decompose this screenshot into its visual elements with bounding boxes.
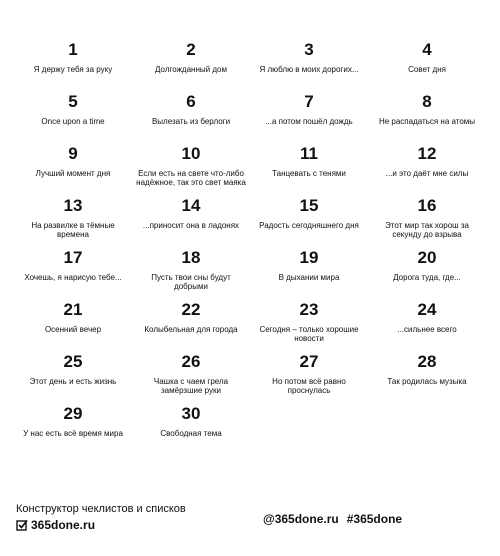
day-prompt: Чашка с чаем грела замёрзшие руки bbox=[153, 377, 229, 395]
day-number: 18 bbox=[181, 248, 201, 267]
day-prompt: Радость сегодняшнего дня bbox=[259, 221, 359, 230]
day-number: 15 bbox=[299, 196, 319, 215]
day-number: 23 bbox=[299, 300, 319, 319]
day-prompt: Этот день и есть жизнь bbox=[29, 377, 117, 386]
day-item bbox=[132, 40, 250, 92]
day-prompt: ...приносит она в ладонях bbox=[142, 221, 240, 230]
day-item bbox=[368, 92, 486, 144]
day-number: 30 bbox=[181, 404, 201, 423]
day-item bbox=[250, 92, 368, 144]
day-number: 9 bbox=[68, 144, 78, 163]
day-item bbox=[132, 352, 250, 404]
day-prompt: ...и это даёт мне силы bbox=[385, 169, 469, 178]
day-item bbox=[368, 40, 486, 92]
day-item bbox=[14, 404, 132, 456]
check-square-icon bbox=[16, 519, 28, 531]
day-prompt: Я держу тебя за руку bbox=[33, 65, 113, 74]
day-item bbox=[368, 248, 486, 300]
day-number: 19 bbox=[299, 248, 319, 267]
day-prompt: Танцевать с тенями bbox=[272, 169, 346, 178]
day-item bbox=[250, 40, 368, 92]
day-item bbox=[14, 352, 132, 404]
day-prompt: На развилке в тёмные времена bbox=[31, 221, 115, 239]
brand-link[interactable] bbox=[16, 518, 186, 532]
day-number: 26 bbox=[181, 352, 201, 371]
footer-left bbox=[16, 502, 186, 532]
day-prompt: Осенний вечер bbox=[44, 325, 102, 334]
day-item bbox=[14, 40, 132, 92]
day-prompt: Этот мир так хорош за секунду до взрыва bbox=[385, 221, 469, 239]
social-handle[interactable]: @365done.ru bbox=[263, 512, 339, 526]
day-prompt: Я люблю в моих дорогих... bbox=[259, 65, 359, 74]
day-number: 13 bbox=[63, 196, 83, 215]
day-number: 17 bbox=[63, 248, 83, 267]
day-prompt: У нас есть всё время мира bbox=[23, 429, 123, 438]
day-item bbox=[368, 144, 486, 196]
day-number: 22 bbox=[181, 300, 201, 319]
day-number: 10 bbox=[181, 144, 201, 163]
day-number: 28 bbox=[417, 352, 437, 371]
day-prompt: Дорога туда, где... bbox=[393, 273, 461, 282]
day-number: 14 bbox=[181, 196, 201, 215]
day-number: 29 bbox=[63, 404, 83, 423]
day-item bbox=[132, 300, 250, 352]
day-number: 21 bbox=[63, 300, 83, 319]
day-item bbox=[14, 300, 132, 352]
day-prompt: В дыхании мира bbox=[278, 273, 340, 282]
day-prompt: Once upon a time bbox=[41, 117, 105, 126]
day-prompt: Колыбельная для города bbox=[144, 325, 238, 334]
day-prompt: Но потом всё равно проснулась bbox=[272, 377, 346, 395]
day-prompt: Долгожданный дом bbox=[155, 65, 227, 74]
day-prompt: Лучший момент дня bbox=[35, 169, 111, 178]
brand-label: 365done.ru bbox=[31, 518, 96, 532]
day-item bbox=[14, 144, 132, 196]
day-item bbox=[14, 92, 132, 144]
footer-title: Конструктор чеклистов и списков bbox=[16, 503, 186, 515]
day-item bbox=[250, 196, 368, 248]
day-number: 20 bbox=[417, 248, 437, 267]
day-item bbox=[14, 248, 132, 300]
day-item bbox=[250, 248, 368, 300]
day-number: 2 bbox=[186, 40, 196, 59]
day-item bbox=[368, 352, 486, 404]
day-number: 1 bbox=[68, 40, 78, 59]
day-item bbox=[368, 196, 486, 248]
day-prompt: Свободная тема bbox=[160, 429, 222, 438]
day-number: 3 bbox=[304, 40, 314, 59]
day-item bbox=[14, 196, 132, 248]
day-number: 7 bbox=[304, 92, 314, 111]
day-item bbox=[250, 144, 368, 196]
day-prompt: Вылезать из берлоги bbox=[151, 117, 231, 126]
day-prompt: Если есть на свете что-либо надёжное, так это свет маяка bbox=[136, 169, 246, 187]
day-item bbox=[132, 196, 250, 248]
day-number: 16 bbox=[417, 196, 437, 215]
day-number: 12 bbox=[417, 144, 437, 163]
day-number: 6 bbox=[186, 92, 196, 111]
hashtag[interactable]: #365done bbox=[346, 512, 403, 526]
day-item bbox=[132, 248, 250, 300]
day-prompt: ...сильнее всего bbox=[397, 325, 457, 334]
footer-right bbox=[263, 512, 402, 526]
day-number: 5 bbox=[68, 92, 78, 111]
day-item bbox=[132, 144, 250, 196]
day-number: 8 bbox=[422, 92, 432, 111]
day-number: 27 bbox=[299, 352, 319, 371]
day-item bbox=[132, 404, 250, 456]
day-prompt: Не распадаться на атомы bbox=[378, 117, 476, 126]
day-number: 11 bbox=[300, 144, 318, 163]
day-item bbox=[368, 300, 486, 352]
day-prompt: Так родилась музыка bbox=[387, 377, 467, 386]
day-prompt: ...а потом пошёл дождь bbox=[265, 117, 353, 126]
day-item bbox=[132, 92, 250, 144]
day-prompt: Сегодня – только хорошие новости bbox=[259, 325, 359, 343]
day-item bbox=[250, 300, 368, 352]
prompt-grid bbox=[14, 40, 486, 456]
day-prompt: Пусть твои сны будут добрыми bbox=[151, 273, 231, 291]
day-prompt: Хочешь, я нарисую тебе... bbox=[24, 273, 122, 282]
day-number: 25 bbox=[63, 352, 83, 371]
day-item bbox=[250, 352, 368, 404]
day-number: 4 bbox=[422, 40, 432, 59]
day-prompt: Совет дня bbox=[408, 65, 446, 74]
day-number: 24 bbox=[417, 300, 437, 319]
